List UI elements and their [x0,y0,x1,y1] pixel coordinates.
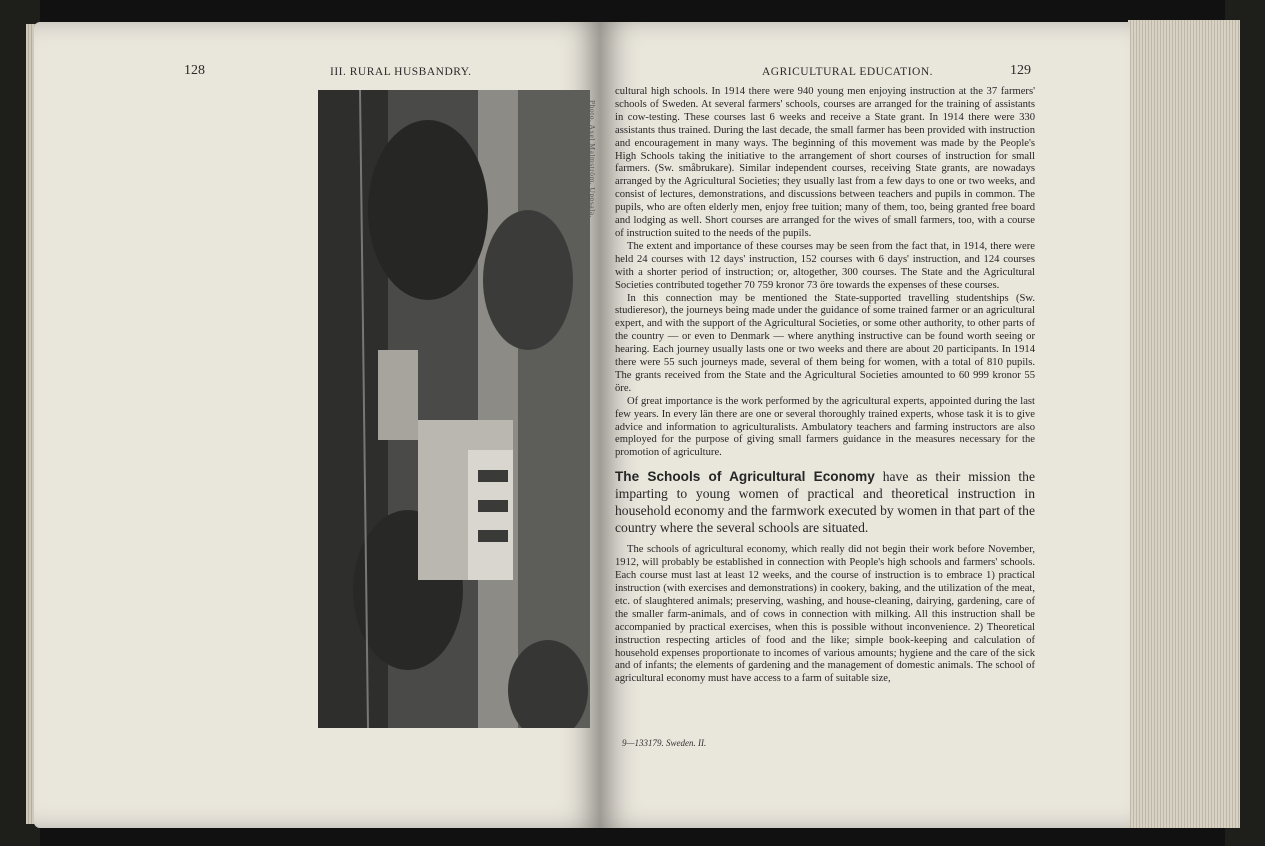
photo-agricultural-school [318,90,590,728]
left-page-number: 128 [184,63,205,78]
paragraph: The schools of agricultural economy, which really did not begin their work before November, 1912, will probably be established in connection with People's high schools and farmers' schools. Each course must last at least 12 weeks, and the course of instruction is to embrace 1) practical instruction (with exercises and demonstrations) in cookery, baking, and the utilization of the meat, etc. of slaughtered animals; preserving, washing, and house-cleaning, dairying, gardening, care of the smaller farm-animals, and of cows in connection with milking. All this instruction shall be accompanied by practical exercises, when this is possible without inconvenience. 2) Theoretical instruction respecting articles of food and the like; simple book-keeping and calculation of household expenses proportionate to incomes of various amounts; hygiene and the care of the sick and of infants; the elements of gardening and the management of domestic animals. The school of agricultural economy must have access to a farm of suitable size, [615,544,1035,685]
page-footer: 9—133179. Sweden. II. [622,738,707,748]
paragraph: In this connection may be mentioned the State-supported travelling studentships (Sw. studieresor), the journeys being made under the guidance of some trained farmer or an agricultural expert, and with the support of the Agricultural Societies, or some other authority, to other parts of the country — or even to Denmark — where anything instructive can be found worth seeing or hearing. Each journey usually lasts one or two weeks and there are about 20 participants. In 1914 there were 55 such journeys made, several of them being for women, with a total of 810 pupils. The grants received from the State and the Agricultural Societies amounted to 60 999 kronor 55 öre. [615,292,1035,394]
paragraph: cultural high schools. In 1914 there were 940 young men enjoying instruction at the 37 farmers' schools of Sweden. At several farmers' schools, courses are arranged for the training of assistants in cow-testing. These courses last 6 weeks and receive a State grant. In 1914 there were 330 assistants thus trained. During the last decade, the small farmer has been provided with instruction and encouragement in many ways. The beginning of this movement was made by the People's High Schools taking the initiative to the arrangement of short courses of instruction for small farmers. (Sw. småbrukare). Similar independent courses, receiving State grants, are nowadays arranged by the Agricultural Societies; they usually last from a few days to one or two weeks, and consist of lectures, demonstrations, and discussions between teachers and pupils in common. The pupils, who are often elderly men, enjoy free tuition; many of them, too, being granted free board and lodging as well. Short courses are arranged for the wives of small farmers, too, with a course of instruction suited to the needs of the pupils. [615,86,1035,239]
right-page-number: 129 [1010,63,1031,78]
page-edges-right [1128,20,1240,828]
photo-credit: Photo. Axel Malmström, Uppsala. [588,100,597,218]
section-heading-paragraph [615,468,1035,536]
paragraph: Of great importance is the work performed by the agricultural experts, appointed during the last few years. In every län there are one or several thoroughly trained experts, whose task it is to give advice and information to agriculturalists. Ambulatory teachers and farming instructors are also employed for the purpose of giving small farmers guidance in the measures necessary for the promotion of agriculture. [615,395,1035,459]
right-running-head: AGRICULTURAL EDUCATION. [762,66,934,78]
section-heading: The Schools of Agricultural Economy [615,469,875,485]
section-heading-text: have as their mission the imparting to young women of practical and theoretical instruction in household economy and the farmwork executed by women in that part of the country where the several schools are situated. [615,469,1035,536]
left-running-head: III. RURAL HUSBANDRY. [330,66,472,78]
paragraph: The extent and importance of these courses may be seen from the fact that, in 1914, there were held 24 courses with 12 days' instruction, 152 courses with 6 days' instruction, and 124 courses with a shorter period of instruction; or, altogether, 300 courses. The State and the Agricultural Societies contributed together 70 759 kronor 73 öre towards the expenses of these courses. [615,240,1035,291]
body-text [615,86,1035,686]
